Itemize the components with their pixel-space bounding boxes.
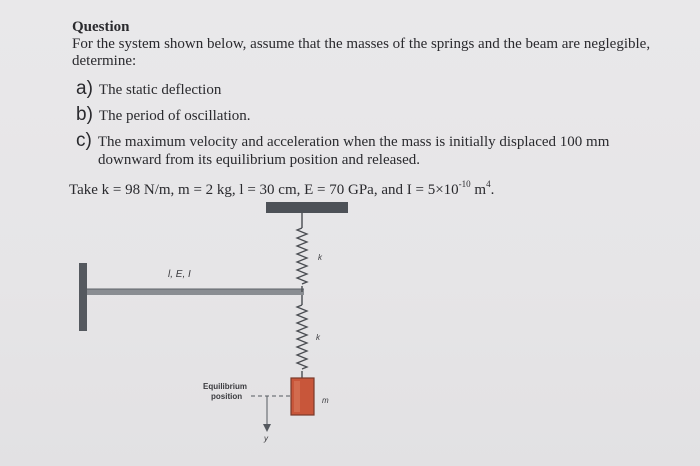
equilibrium-label-line1: Equilibrium [203,382,247,391]
lower-spring-label: k [316,333,320,342]
question-title: Question [72,19,130,35]
y-axis-label: y [264,434,268,443]
given-unit-exponent: 4 [486,179,491,189]
item-c-marker: c) [76,130,92,151]
item-c-text: The maximum velocity and acceleration when the mass is initially displaced 100 mm [97,134,610,150]
equilibrium-label-line2: position [211,392,243,401]
given-exponent: -10 [458,179,471,189]
item-b-text: The period of oscillation. [98,108,251,124]
lower-spring [297,305,307,369]
question-intro: For the system shown below, assume that the masses of the springs and the beam are neglegible, determine: [72,36,651,69]
cantilever-beam [87,289,304,295]
wall-support [79,263,87,331]
item-b-marker: b) [76,104,93,125]
item-c-text-continued: downward from its equilibrium position and released. [98,152,421,168]
beam-properties-label: l, E, I [168,269,191,280]
upper-spring [297,228,307,284]
upper-spring-label: k [318,253,322,262]
item-a-marker: a) [76,78,93,99]
given-unit: m [470,182,487,198]
ceiling-support [266,202,348,213]
mass-label: m [322,396,329,405]
y-axis-arrow-icon [263,424,271,432]
mass-highlight [294,381,300,412]
item-a-text: The static deflection [98,82,222,98]
given-prefix: Take k = 98 N/m, m = 2 kg, l = 30 cm, E = 70 GPa, and I = 5×10 [69,182,459,198]
given-suffix: . [490,182,495,198]
